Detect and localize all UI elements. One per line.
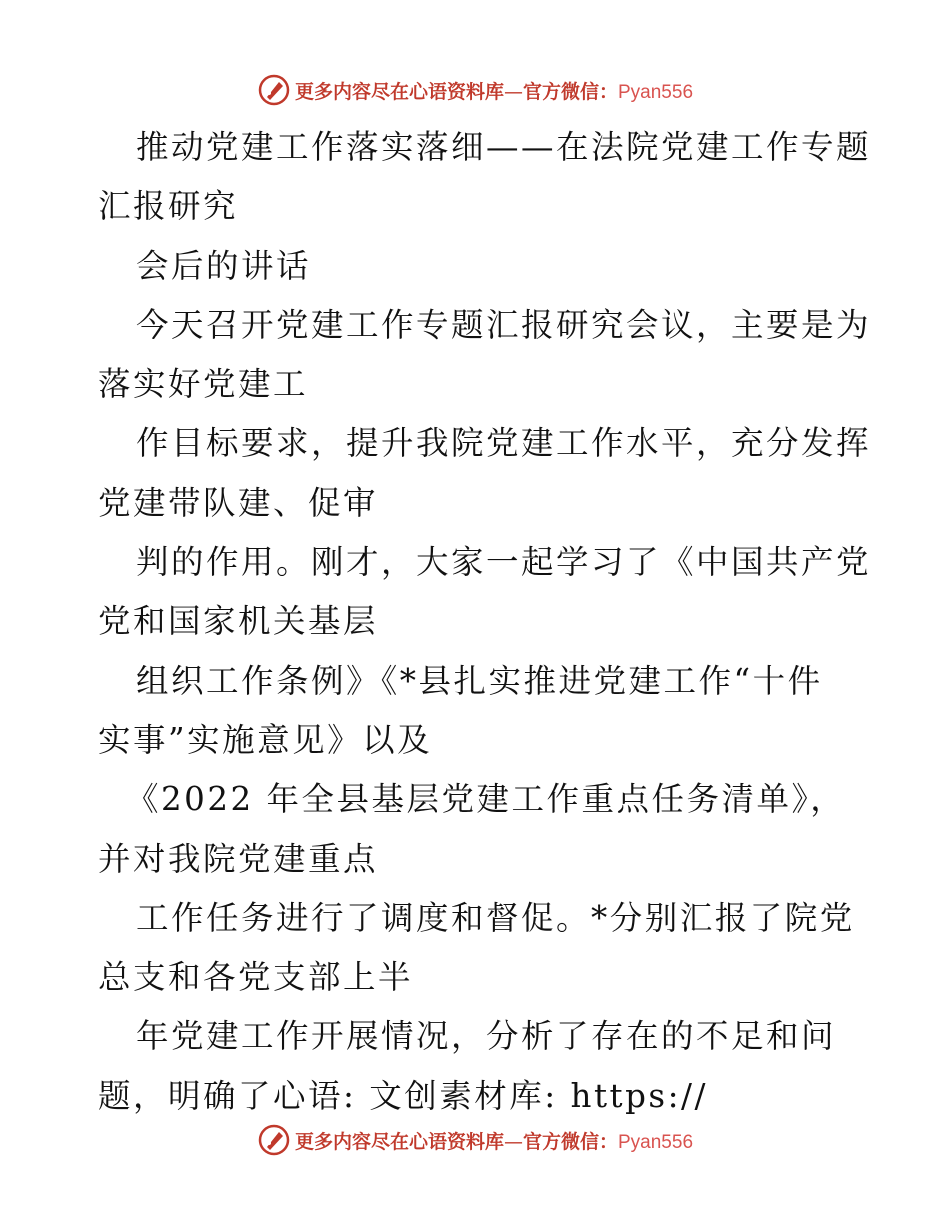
text-line: 实事”实施意见》以及: [98, 720, 433, 759]
text-line: 今天召开党建工作专题汇报研究会议，主要是为: [136, 305, 872, 344]
text-line: 推动党建工作落实落细——在法院党建工作专题: [136, 128, 872, 166]
watermark-main: 更多内容尽在心语资料库: [294, 1130, 504, 1153]
text-line: 《2022 年全县基层党建工作重点任务清单》，: [126, 780, 846, 819]
pen-nib-logo-icon: [257, 1123, 291, 1157]
text-line: 判的作用。刚才，大家一起学习了《中国共产党: [136, 543, 872, 582]
text-line: 会后的讲话: [136, 246, 312, 285]
document-body: [98, 118, 872, 1126]
text-line: 落实好党建工: [98, 365, 309, 404]
watermark-text: [295, 77, 693, 104]
watermark-text: [295, 1127, 693, 1154]
watermark-wechat-id: Pyan556: [618, 81, 694, 103]
watermark-main: 更多内容尽在心语资料库: [294, 80, 504, 103]
text-line: 汇报研究: [98, 187, 239, 226]
footer-watermark-banner: [0, 1120, 950, 1160]
header-watermark-banner: [0, 70, 950, 110]
text-line: 党和国家机关基层: [98, 602, 379, 641]
watermark-wechat-label: 官方微信：: [522, 1130, 618, 1153]
text-line: 工作任务进行了调度和督促。*分别汇报了院党: [136, 898, 855, 937]
text-line: 年党建工作开展情况，分析了存在的不足和问: [136, 1017, 837, 1056]
watermark-separator: —: [503, 1130, 523, 1153]
text-line: 并对我院党建重点: [98, 839, 379, 878]
pen-nib-logo-icon: [257, 73, 291, 107]
watermark-separator: —: [503, 80, 523, 103]
text-line: 题，明确了心语: 文创素材库: https://: [98, 1076, 708, 1115]
text-line: 组织工作条例》《*县扎实推进党建工作“十件: [136, 661, 823, 700]
text-line: 作目标要求，提升我院党建工作水平，充分发挥: [136, 424, 872, 463]
watermark-wechat-label: 官方微信：: [522, 80, 618, 103]
text-line: 党建带队建、促审: [98, 483, 379, 522]
watermark-wechat-id: Pyan556: [618, 1131, 694, 1153]
text-line: 总支和各党支部上半: [98, 958, 414, 997]
